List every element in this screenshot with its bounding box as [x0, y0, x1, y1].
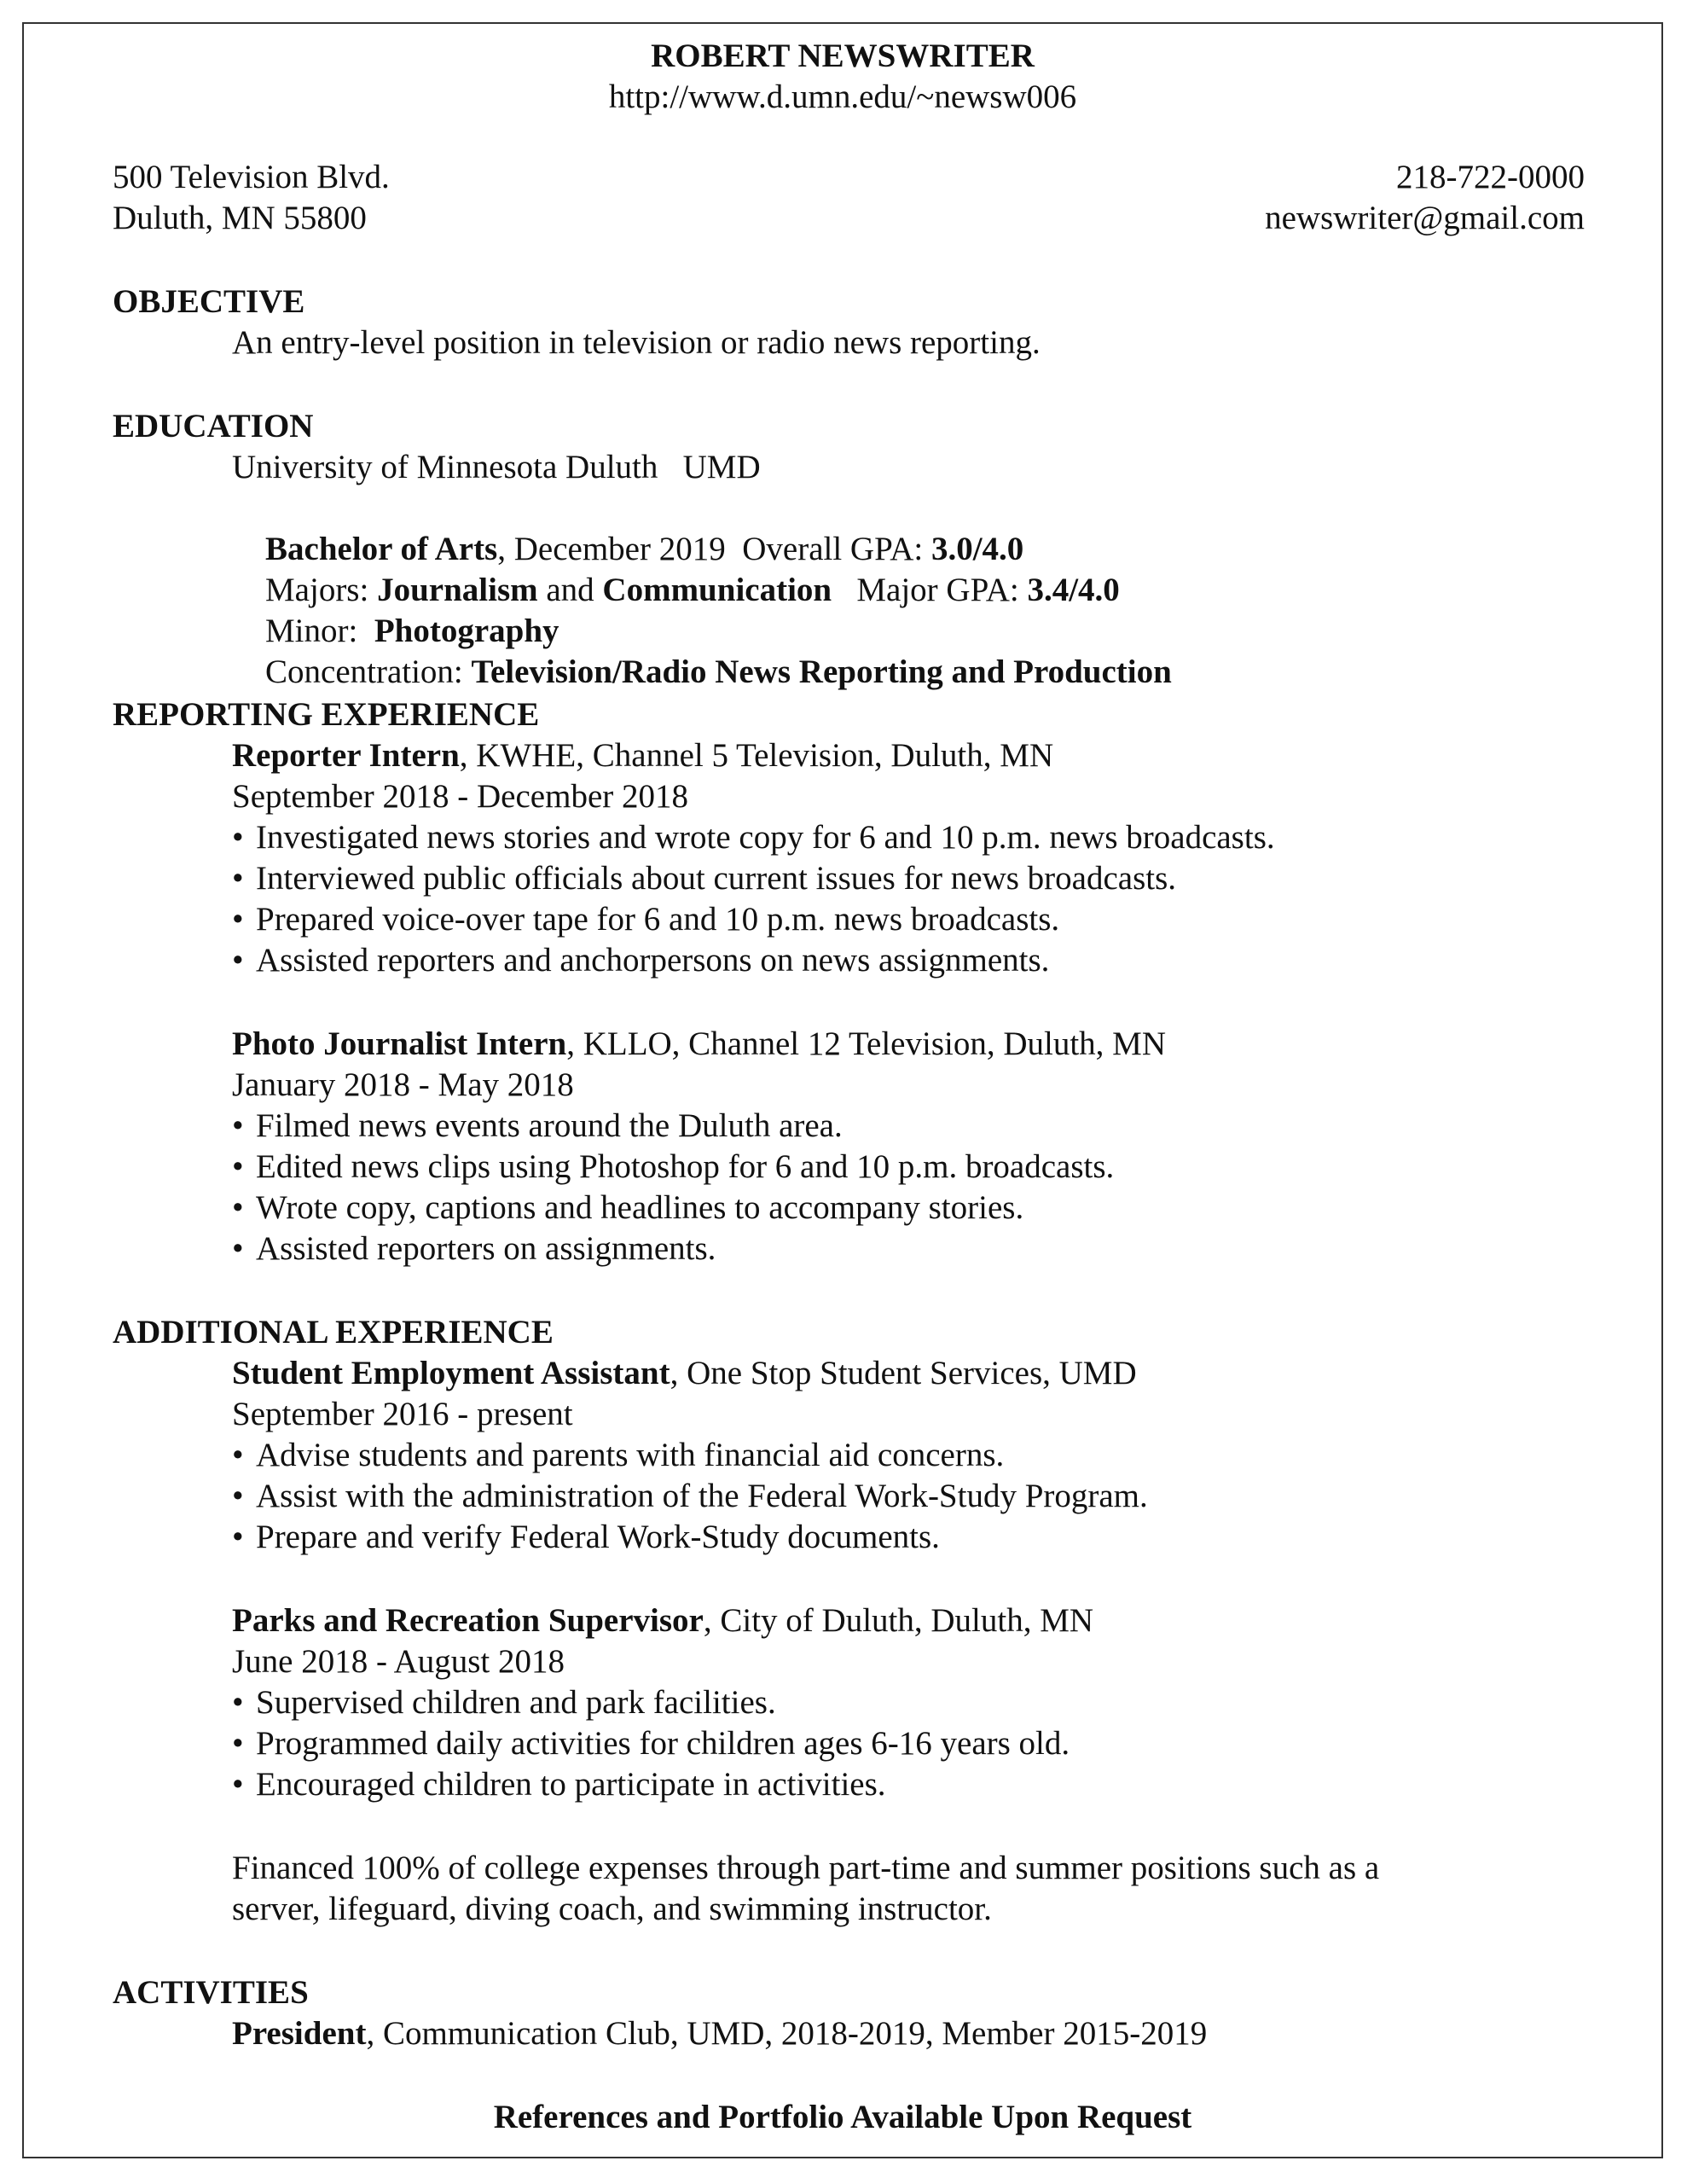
education-school: University of Minnesota Duluth UMD [232, 449, 761, 485]
bullet-item: • Assist with the administration of the Federal Work-Study Program. [232, 1476, 1148, 1517]
job-title-line [232, 1353, 1137, 1394]
bullet-item: • Edited news clips using Photoshop for 6 and 10 p.m. broadcasts. [232, 1147, 1114, 1188]
job-dates: January 2018 - May 2018 [232, 1066, 574, 1103]
job-org: , KWHE, Channel 5 Television, Duluth, MN [459, 737, 1054, 774]
bullet-icon: • [232, 1725, 244, 1762]
activity-detail: , Communication Club, UMD, 2018-2019, Member 2015-2019 [366, 2015, 1208, 2052]
degree-name: Bachelor of Arts [265, 531, 498, 567]
degree-detail: , December 2019 Overall GPA: [497, 531, 931, 567]
phone: 218-722-0000 [1396, 159, 1585, 195]
bullet-item: • Programmed daily activities for children ages 6-16 years old. [232, 1723, 1070, 1764]
bullet-icon: • [232, 1478, 244, 1514]
job-title: Reporter Intern [232, 737, 460, 774]
major-gpa: 3.4/4.0 [1027, 572, 1120, 608]
objective-text: An entry-level position in television or radio news reporting. [232, 324, 1041, 361]
website-url: http://www.d.umn.edu/~newsw006 [608, 78, 1077, 115]
bullet-item: • Investigated news stories and wrote copy for 6 and 10 p.m. news broadcasts. [232, 817, 1275, 858]
major-gpa-label: Major GPA: [832, 572, 1028, 608]
bullet-item: • Wrote copy, captions and headlines to accompany stories. [232, 1188, 1023, 1228]
additional-heading: ADDITIONAL EXPERIENCE [113, 1314, 554, 1350]
job-org: , One Stop Student Services, UMD [670, 1355, 1137, 1391]
activities-heading: ACTIVITIES [113, 1974, 309, 2011]
bullet-icon: • [232, 1107, 244, 1144]
bullet-item: • Supervised children and park facilities. [232, 1682, 776, 1723]
bullet-item: • Encouraged children to participate in activities. [232, 1764, 886, 1805]
job-dates: September 2018 - December 2018 [232, 778, 688, 815]
job-title-line [232, 1024, 1166, 1065]
minor-value: Photography [374, 613, 559, 649]
bullet-item: • Prepare and verify Federal Work-Study documents. [232, 1517, 940, 1558]
concentration-value: Television/Radio News Reporting and Production [471, 653, 1172, 690]
bullet-icon: • [232, 1684, 244, 1721]
concentration-label: Concentration: [265, 653, 472, 690]
activity-title: President [232, 2015, 367, 2052]
overall-gpa: 3.0/4.0 [930, 531, 1024, 567]
minor-label: Minor: [265, 613, 374, 649]
job-title-line [232, 735, 1053, 776]
name-heading: ROBERT NEWSWRITER [651, 38, 1035, 74]
bullet-item: • Filmed news events around the Duluth area. [232, 1106, 843, 1147]
activity-line [232, 2013, 1207, 2054]
bullet-icon: • [232, 1519, 244, 1555]
majors-and: and [537, 572, 603, 608]
email: newswriter@gmail.com [1265, 200, 1585, 236]
address-line-1: 500 Television Blvd. [113, 159, 390, 195]
job-title: Student Employment Assistant [232, 1355, 670, 1391]
job-dates: September 2016 - present [232, 1396, 573, 1432]
bullet-icon: • [232, 1148, 244, 1185]
bullet-icon: • [232, 942, 244, 979]
bullet-icon: • [232, 819, 244, 856]
resume-page [22, 22, 1663, 2158]
bullet-icon: • [232, 1766, 244, 1803]
bullet-icon: • [232, 1189, 244, 1226]
reporting-heading: REPORTING EXPERIENCE [113, 696, 540, 733]
job-title-line [232, 1600, 1093, 1641]
job-title: Parks and Recreation Supervisor [232, 1602, 704, 1639]
job-dates: June 2018 - August 2018 [232, 1643, 565, 1680]
job-title: Photo Journalist Intern [232, 1025, 567, 1062]
bullet-item: • Interviewed public officials about current issues for news broadcasts. [232, 858, 1176, 899]
education-heading: EDUCATION [113, 408, 314, 444]
bullet-icon: • [232, 1437, 244, 1473]
bullet-item: • Prepared voice-over tape for 6 and 10 p.m. news broadcasts. [232, 899, 1059, 940]
footer-note: References and Portfolio Available Upon Request [493, 2099, 1192, 2135]
objective-heading: OBJECTIVE [113, 283, 305, 320]
bullet-item: • Assisted reporters and anchorpersons on news assignments. [232, 940, 1049, 981]
majors-label: Majors: [265, 572, 378, 608]
job-org: , City of Duluth, Duluth, MN [703, 1602, 1094, 1639]
job-org: , KLLO, Channel 12 Television, Duluth, MN [566, 1025, 1167, 1062]
bullet-icon: • [232, 901, 244, 938]
bullet-icon: • [232, 1230, 244, 1267]
major-1: Journalism [377, 572, 538, 608]
address-line-2: Duluth, MN 55800 [113, 200, 367, 236]
bullet-item: • Assisted reporters on assignments. [232, 1228, 716, 1269]
financed-line-2: server, lifeguard, diving coach, and swimming instructor. [232, 1891, 992, 1927]
major-2: Communication [602, 572, 832, 608]
bullet-icon: • [232, 860, 244, 897]
financed-line-1: Financed 100% of college expenses through part-time and summer positions such as a [232, 1850, 1380, 1886]
bullet-item: • Advise students and parents with financial aid concerns. [232, 1435, 1004, 1476]
